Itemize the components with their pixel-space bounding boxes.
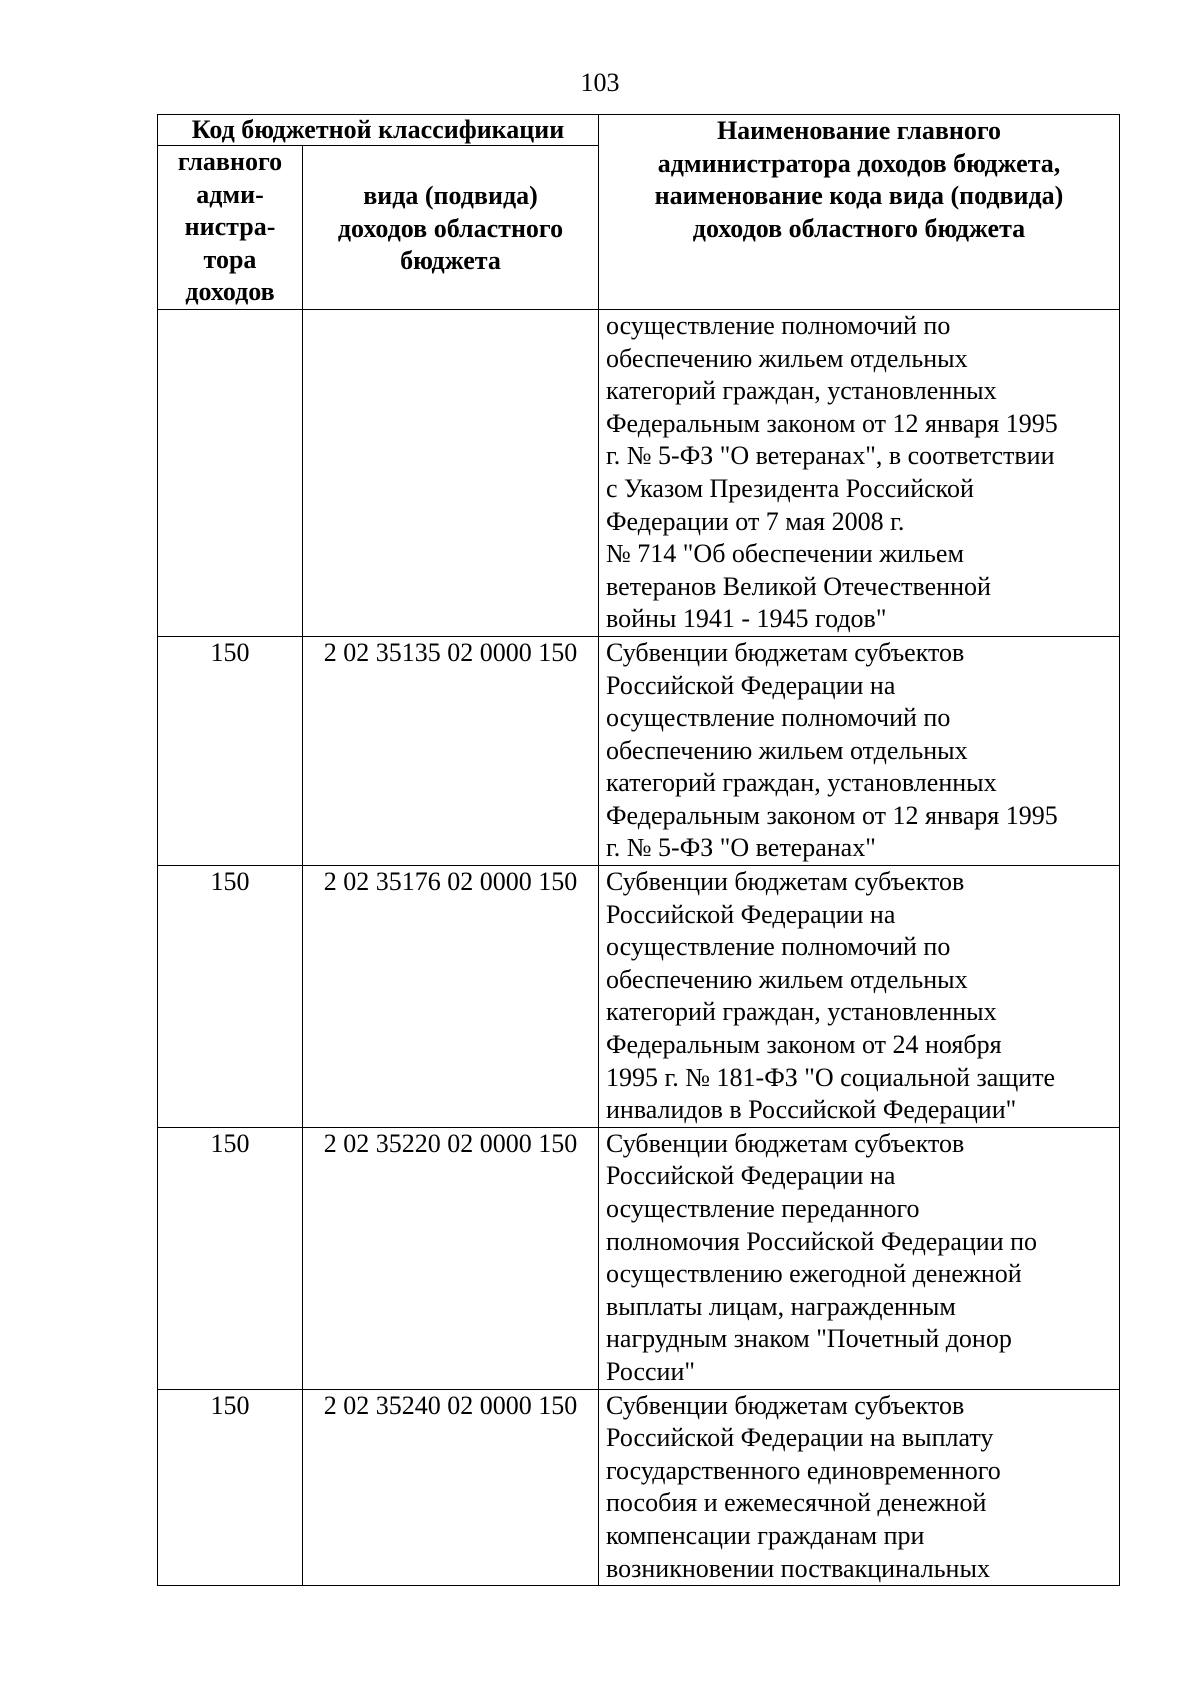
name-line: Российской Федерации на xyxy=(606,899,896,929)
header-code-column xyxy=(303,146,599,310)
name-line: выплаты лицам, награжденным xyxy=(606,1291,956,1321)
header-name-line: доходов областного бюджета xyxy=(692,213,1026,243)
admin-code-cell: 150 xyxy=(158,866,303,1128)
table-row xyxy=(158,636,1120,865)
table-body xyxy=(158,309,1120,1585)
name-line: г. № 5-ФЗ "О ветеранах", в соответствии xyxy=(606,441,1055,471)
name-line: Федерации от 7 мая 2008 г. xyxy=(606,506,905,536)
table-row xyxy=(158,309,1120,636)
name-line: компенсации гражданам при xyxy=(606,1520,925,1550)
income-code-cell: 2 02 35220 02 0000 150 xyxy=(303,1127,599,1389)
name-line: обеспечению жильем отдельных xyxy=(606,735,968,765)
header-admin-line: главного xyxy=(177,147,283,176)
name-line: Федеральным законом от 24 ноября xyxy=(606,1030,1002,1060)
header-admin-line: нистра- xyxy=(184,212,276,242)
name-line: Федеральным законом от 12 января 1995 xyxy=(606,800,1058,830)
name-line: обеспечению жильем отдельных xyxy=(606,964,968,994)
income-name-cell xyxy=(599,636,1120,865)
table-header xyxy=(158,115,1120,310)
income-name-cell xyxy=(599,866,1120,1128)
name-line: Российской Федерации на xyxy=(606,1161,896,1191)
income-code-cell: 2 02 35240 02 0000 150 xyxy=(303,1389,599,1586)
name-line: осуществлению ежегодной денежной xyxy=(606,1259,1022,1289)
header-code-line: вида (подвида) xyxy=(363,181,538,210)
name-line: Субвенции бюджетам субъектов xyxy=(606,637,965,667)
header-admin-line: тора xyxy=(203,244,257,274)
header-name-line: администратора доходов бюджета, xyxy=(657,148,1061,178)
name-line: нагрудным знаком "Почетный донор xyxy=(606,1324,1012,1354)
name-line: категорий граждан, установленных xyxy=(606,768,997,798)
header-name-line: наименование кода вида (подвида) xyxy=(654,181,1064,211)
header-budget-classification-code: Код бюджетной классификации xyxy=(158,115,599,146)
admin-code-cell xyxy=(158,309,303,636)
header-code-line: доходов областного xyxy=(337,213,564,243)
header-admin-line: адми- xyxy=(196,179,264,209)
header-name-line: Наименование главного xyxy=(716,116,1002,145)
admin-code-cell: 150 xyxy=(158,1389,303,1586)
header-admin-line: доходов xyxy=(185,277,275,307)
name-line: Субвенции бюджетам субъектов xyxy=(606,1128,965,1158)
name-line: полномочия Российской Федерации по xyxy=(606,1226,1038,1256)
name-line: г. № 5-ФЗ "О ветеранах" xyxy=(606,833,876,863)
name-line: пособия и ежемесячной денежной xyxy=(606,1488,987,1518)
name-line: Российской Федерации на выплату xyxy=(606,1423,994,1453)
name-line: Субвенции бюджетам субъектов xyxy=(606,867,965,897)
table-row xyxy=(158,1127,1120,1389)
income-name-cell xyxy=(599,1389,1120,1586)
name-line: инвалидов в Российской Федерации" xyxy=(606,1095,1017,1125)
name-line: категорий граждан, установленных xyxy=(606,997,997,1027)
table-row xyxy=(158,1389,1120,1586)
name-line: осуществление полномочий по xyxy=(606,932,951,962)
name-line: возникновении поствакцинальных xyxy=(606,1553,990,1583)
name-line: осуществление полномочий по xyxy=(606,703,951,733)
table-row xyxy=(158,866,1120,1128)
income-name-cell xyxy=(599,309,1120,636)
header-name-column xyxy=(599,115,1120,310)
name-line: Федеральным законом от 12 января 1995 xyxy=(606,408,1058,438)
page-number: 103 xyxy=(580,68,620,97)
name-line: государственного единовременного xyxy=(606,1455,1001,1485)
header-admin-column xyxy=(158,146,303,310)
header-code-line: бюджета xyxy=(400,246,501,276)
name-line: войны 1941 - 1945 годов" xyxy=(606,604,887,634)
income-code-cell: 2 02 35135 02 0000 150 xyxy=(303,636,599,865)
name-line: № 714 "Об обеспечении жильем xyxy=(606,539,964,569)
income-code-cell: 2 02 35176 02 0000 150 xyxy=(303,866,599,1128)
name-line: обеспечению жильем отдельных xyxy=(606,343,968,373)
name-line: категорий граждан, установленных xyxy=(606,376,997,406)
name-line: России" xyxy=(606,1356,695,1386)
name-line: осуществление полномочий по xyxy=(606,310,951,340)
name-line: осуществление переданного xyxy=(606,1194,920,1223)
name-line: Российской Федерации на xyxy=(606,670,896,700)
name-line: с Указом Президента Российской xyxy=(606,473,974,503)
income-code-cell xyxy=(303,309,599,636)
income-name-cell xyxy=(599,1127,1120,1389)
budget-classification-table xyxy=(157,114,1120,1586)
admin-code-cell: 150 xyxy=(158,1127,303,1389)
admin-code-cell: 150 xyxy=(158,636,303,865)
name-line: Субвенции бюджетам субъектов xyxy=(606,1390,965,1420)
name-line: 1995 г. № 181-ФЗ "О социальной защите xyxy=(606,1062,1056,1092)
name-line: ветеранов Великой Отечественной xyxy=(606,571,991,601)
